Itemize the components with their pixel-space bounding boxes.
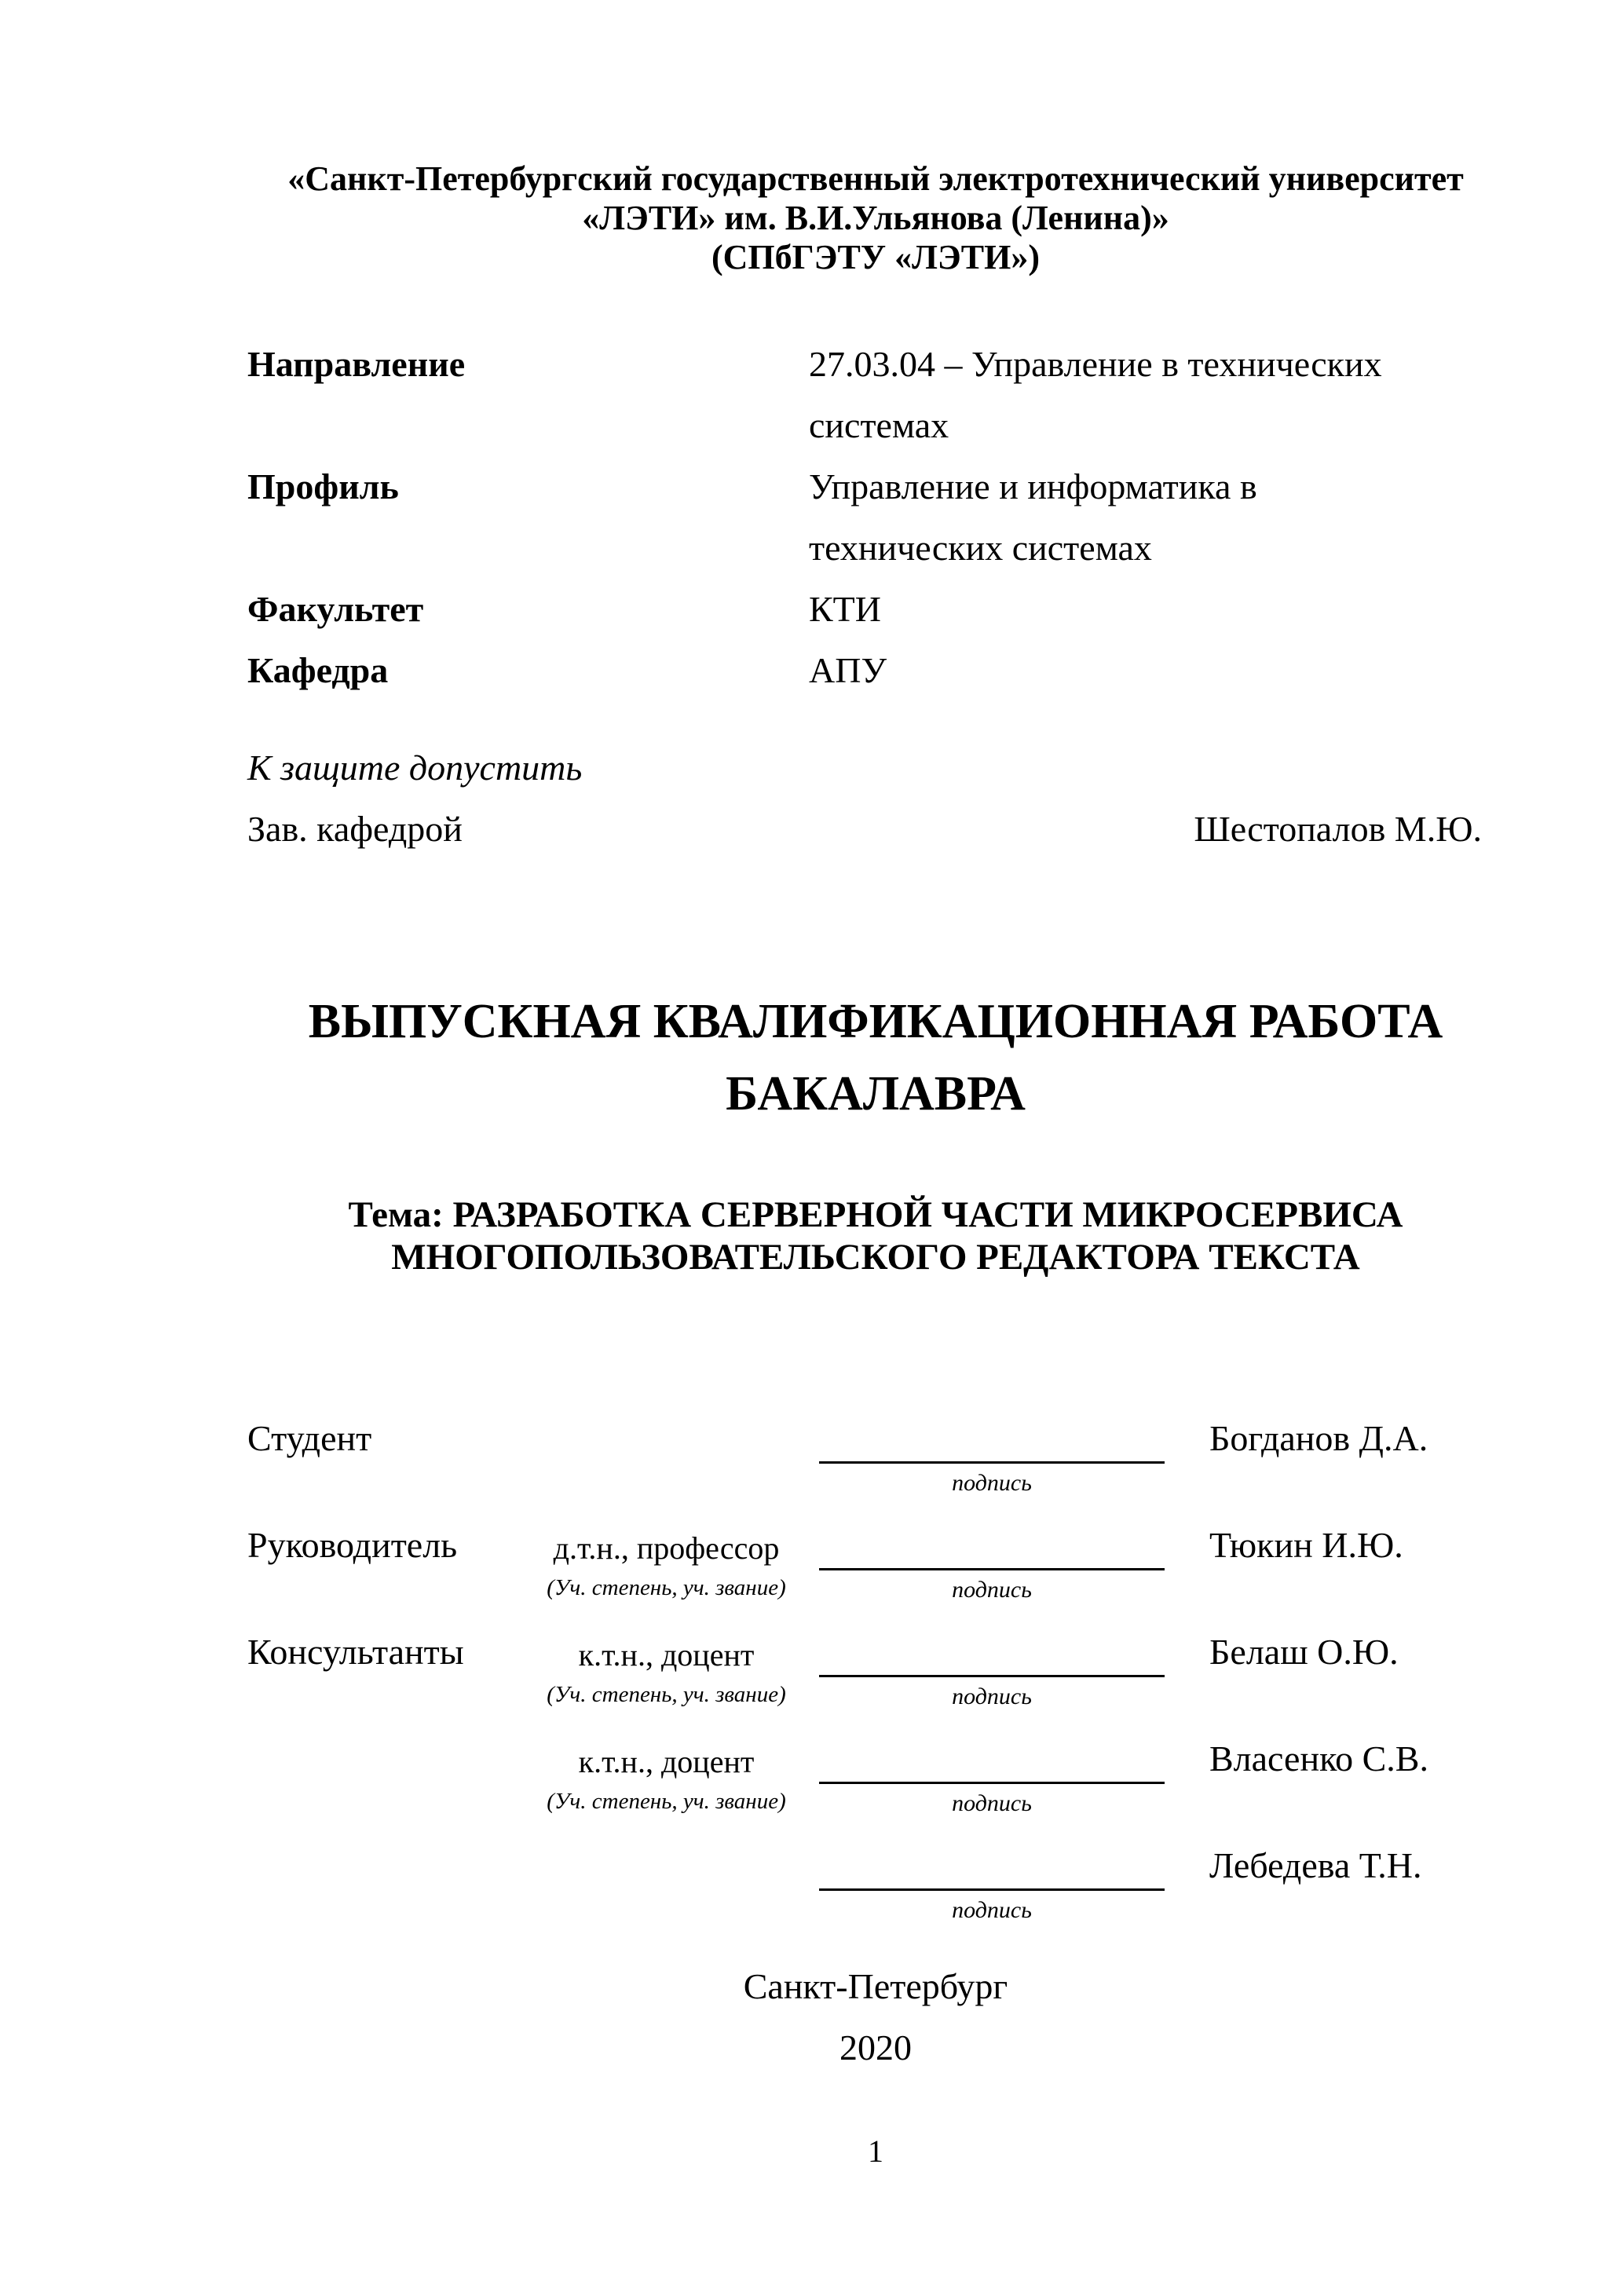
university-header-line3: (СПбГЭТУ «ЛЭТИ») (711, 238, 1040, 276)
footer-city: Санкт-Петербург (743, 1966, 1008, 2006)
signature-caption: подпись (952, 1577, 1032, 1603)
signature-degree-caption: (Уч. степень, уч. звание) (547, 1789, 786, 1814)
signature-name: Тюкин И.Ю. (1209, 1525, 1403, 1565)
admission-section (247, 737, 1504, 860)
topic-title (247, 1194, 1504, 1278)
field-label: Факультет (247, 589, 424, 629)
work-title (247, 985, 1504, 1130)
field-label: Кафедра (247, 650, 389, 690)
field-row-napravlenie (247, 334, 1504, 456)
signature-degree: к.т.н., доцент (578, 1744, 755, 1779)
admission-approver-name: Шестопалов М.Ю. (1194, 809, 1482, 849)
admission-approver-role: Зав. кафедрой (247, 809, 463, 849)
topic-line2: МНОГОПОЛЬЗОВАТЕЛЬСКОГО РЕДАКТОРА ТЕКСТА (391, 1237, 1360, 1278)
signature-degree-caption: (Уч. степень, уч. звание) (547, 1682, 786, 1707)
field-value (809, 579, 1504, 640)
field-value (809, 334, 1504, 456)
field-value (809, 456, 1504, 579)
admission-approver-row (247, 799, 1504, 860)
footer-year: 2020 (839, 2027, 912, 2067)
field-label: Профиль (247, 466, 399, 506)
signature-line (819, 1461, 1165, 1464)
field-value-line: АПУ (809, 650, 887, 690)
field-label: Направление (247, 344, 466, 384)
topic-line1: Тема: РАЗРАБОТКА СЕРВЕРНОЙ ЧАСТИ МИКРОСЕРВИСА (348, 1194, 1403, 1235)
signature-caption: подпись (952, 1897, 1032, 1923)
signature-line (819, 1568, 1165, 1570)
signature-line (819, 1782, 1165, 1784)
fields-section (247, 334, 1504, 701)
footer-block (247, 1956, 1504, 2078)
signature-caption: подпись (952, 1470, 1032, 1496)
signature-line (819, 1675, 1165, 1677)
signature-name: Богданов Д.А. (1209, 1418, 1428, 1458)
university-header-line1: «Санкт-Петербургский государственный электротехнический университет (287, 159, 1464, 198)
field-value-line: 27.03.04 – Управление в технических (809, 344, 1382, 384)
signature-role-label: Консультанты (247, 1632, 464, 1672)
signature-name: Власенко С.В. (1209, 1738, 1428, 1779)
signature-name: Белаш О.Ю. (1209, 1632, 1399, 1672)
field-value-line: КТИ (809, 589, 881, 629)
signature-role-label: Студент (247, 1418, 372, 1458)
signature-degree: д.т.н., профессор (553, 1530, 780, 1566)
signature-degree-caption: (Уч. степень, уч. звание) (547, 1575, 786, 1600)
admission-note: К защите допустить (247, 748, 583, 788)
work-title-line1: ВЫПУСКНАЯ КВАЛИФИКАЦИОННАЯ РАБОТА (308, 995, 1443, 1048)
field-row-profil (247, 456, 1504, 579)
field-row-fakultet (247, 579, 1504, 640)
field-value (809, 640, 1504, 701)
field-value-line: системах (809, 405, 949, 445)
work-title-line2: БАКАЛАВРА (726, 1067, 1026, 1121)
signature-caption: подпись (952, 1684, 1032, 1709)
university-header (247, 159, 1504, 277)
field-value-line: технических системах (809, 528, 1152, 568)
signature-name: Лебедева Т.Н. (1209, 1845, 1422, 1885)
page-number: 1 (868, 2133, 883, 2169)
signature-degree: к.т.н., доцент (578, 1637, 755, 1673)
field-value-line: Управление и информатика в (809, 466, 1257, 506)
signature-role-label: Руководитель (247, 1525, 458, 1565)
signature-line (819, 1888, 1165, 1891)
university-header-line2: «ЛЭТИ» им. В.И.Ульянова (Ленина)» (582, 199, 1169, 237)
field-row-kafedra (247, 640, 1504, 701)
signature-caption: подпись (952, 1790, 1032, 1816)
